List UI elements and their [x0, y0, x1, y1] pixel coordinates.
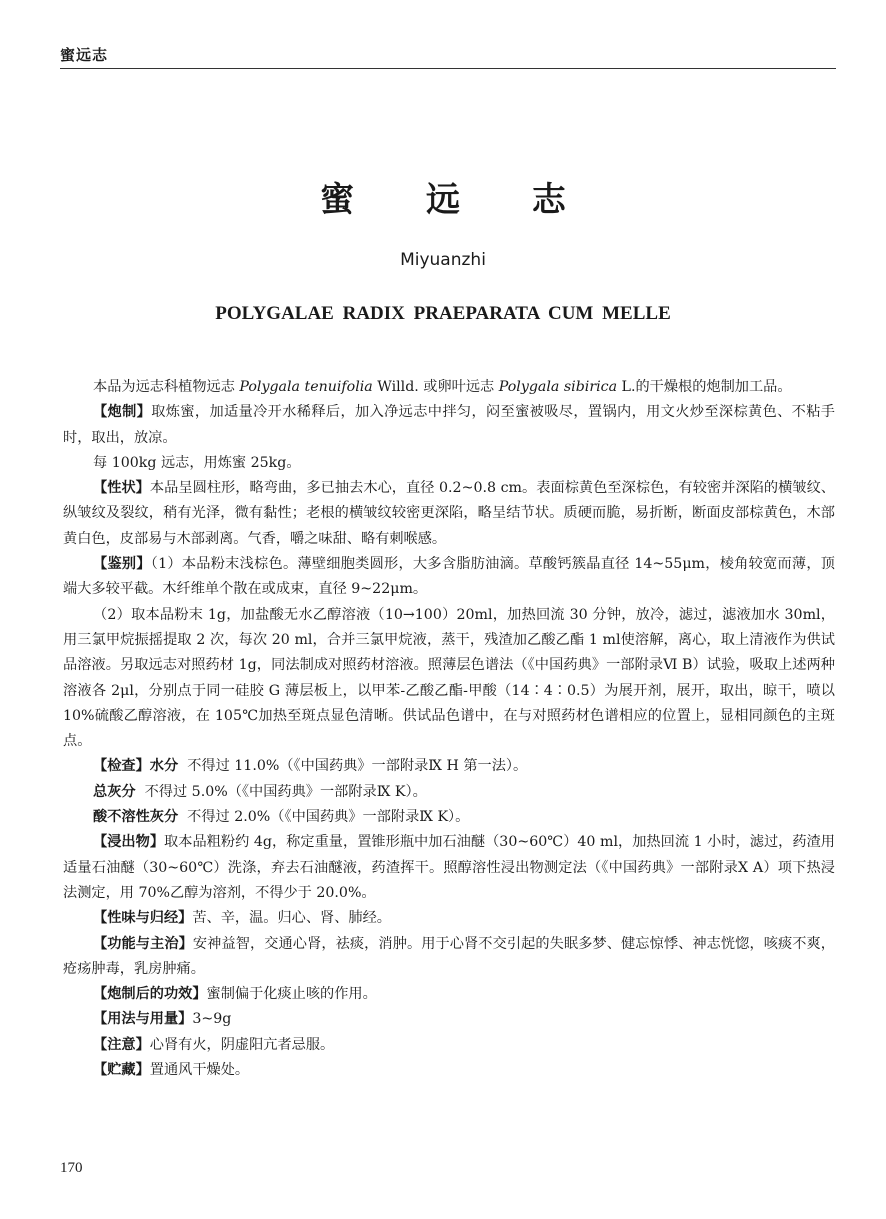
- section-label: 【性味与归经】: [93, 910, 193, 927]
- section-label: 【鉴别】: [93, 556, 151, 573]
- species-name: Polygala sibirica: [498, 379, 618, 395]
- storage-section: 【贮藏】置通风干燥处。: [93, 1062, 250, 1079]
- running-head: 蜜远志: [60, 46, 109, 64]
- identification-tlc: （2）取本品粉末 1g，加盐酸无水乙醇溶液（10→100）20ml，加热回流 30 分钟，放冷，滤过，滤液加水 30ml，用三氯甲烷振摇提取 2 次，每次 20 ml，合并三氯甲烷液，蒸干，残渣加乙酸乙酯 1 ml使溶解，离心，取上清液作为供试品溶液。另取远志对照药材 1g，同法制成对照药材溶液。照薄层色谱法（《中国药典》一部附录Ⅵ B）试验，吸取上述两种溶液各 2μl，分别点于同一硅胶 G 薄层板上，以甲苯-乙酸乙酯-甲酸（14∶4∶0.5）为展开剂，展开，取出，晾干，喷以 10%硫酸乙醇溶液，在 105℃加热至斑点显色清晰。供试品色谱中，在与对照药材色谱相应的位置上，显相同颜色的主斑点。: [63, 606, 835, 750]
- section-label: 【炮制后的功效】: [93, 986, 207, 1003]
- title-chinese: 蜜 远 志: [320, 180, 596, 220]
- intro-paragraph: 本品为远志科植物远志 Polygala tenuifolia Willd. 或卵叶远志 Polygala sibirica L.的干燥根的炮制加工品。: [93, 379, 792, 395]
- section-label: 【浸出物】: [93, 834, 165, 851]
- nature-section: 【性味与归经】苦、辛，温。归心、肾、肺经。: [93, 910, 391, 927]
- sub-label: 酸不溶性灰分: [93, 809, 179, 826]
- caution-section: 【注意】心肾有火，阴虚阳亢者忌服。: [93, 1036, 335, 1053]
- inspection-ash: 总灰分 不得过 5.0%（《中国药典》一部附录Ⅸ K）。: [93, 783, 427, 800]
- section-label: 【注意】: [93, 1036, 150, 1053]
- extract-section: 【浸出物】取本品粗粉约 4g，称定重量，置锥形瓶中加石油醚（30~60℃）40 ml，加热回流 1 小时，滤过，药渣用适量石油醚（30~60℃）洗涤，弃去石油醚液，药渣挥干。照醇溶性浸出物测定法（《中国药典》一部附录Ⅹ A）项下热浸法测定，用 70%乙醇为溶剂，不得少于 20.0%。: [63, 834, 835, 901]
- usage-section: 【用法与用量】3~9g: [93, 1011, 232, 1028]
- monograph-body: [63, 375, 835, 1083]
- effect-section: 【炮制后的功效】蜜制偏于化痰止咳的作用。: [93, 986, 377, 1003]
- sub-label: 水分: [149, 758, 179, 775]
- section-label: 【检查】: [93, 758, 150, 775]
- section-label: 【用法与用量】: [93, 1011, 193, 1028]
- title-latin: POLYGALAE RADIX PRAEPARATA CUM MELLE: [215, 303, 671, 324]
- species-name: Polygala tenuifolia: [239, 379, 373, 395]
- title-pinyin: Miyuanzhi: [400, 250, 486, 270]
- section-label: 【性状】: [93, 480, 150, 497]
- processing-ratio: 每 100kg 远志，用炼蜜 25kg。: [93, 454, 301, 471]
- sub-label: 总灰分: [93, 783, 136, 800]
- identification-section: 【鉴别】（1）本品粉末浅棕色。薄壁细胞类圆形，大多含脂肪油滴。草酸钙簇晶直径 14~55μm，棱角较宽而薄，顶端大多较平截。木纤维单个散在或成束，直径 9~22μm。: [63, 556, 835, 598]
- section-label: 【贮藏】: [93, 1062, 150, 1079]
- inspection-acid-ash: 酸不溶性灰分 不得过 2.0%（《中国药典》一部附录Ⅸ K）。: [93, 809, 470, 826]
- function-section: 【功能与主治】安神益智，交通心肾，祛痰，消肿。用于心肾不交引起的失眠多梦、健忘惊悸、神志恍惚，咳痰不爽，疮疡肿毒，乳房肿痛。: [63, 935, 835, 977]
- header-rule: [60, 68, 836, 69]
- section-label: 【炮制】: [93, 404, 152, 421]
- page-number: 170: [60, 1160, 83, 1176]
- character-section: 【性状】本品呈圆柱形，略弯曲，多已抽去木心，直径 0.2~0.8 cm。表面棕黄色至深棕色，有较密并深陷的横皱纹、纵皱纹及裂纹，稍有光泽，微有黏性；老根的横皱纹较密更深陷，略呈结节状。质硬而脆，易折断，断面皮部棕黄色，木部黄白色，皮部易与木部剥离。气香，嚼之味甜、略有刺喉感。: [63, 480, 835, 547]
- processing-section: 【炮制】取炼蜜，加适量冷开水稀释后，加入净远志中拌匀，闷至蜜被吸尽，置锅内，用文火炒至深棕黄色、不粘手时，取出，放凉。: [63, 404, 835, 446]
- section-label: 【功能与主治】: [93, 935, 193, 952]
- inspection-section: 【检查】水分 不得过 11.0%（《中国药典》一部附录Ⅸ H 第一法）。: [93, 758, 528, 775]
